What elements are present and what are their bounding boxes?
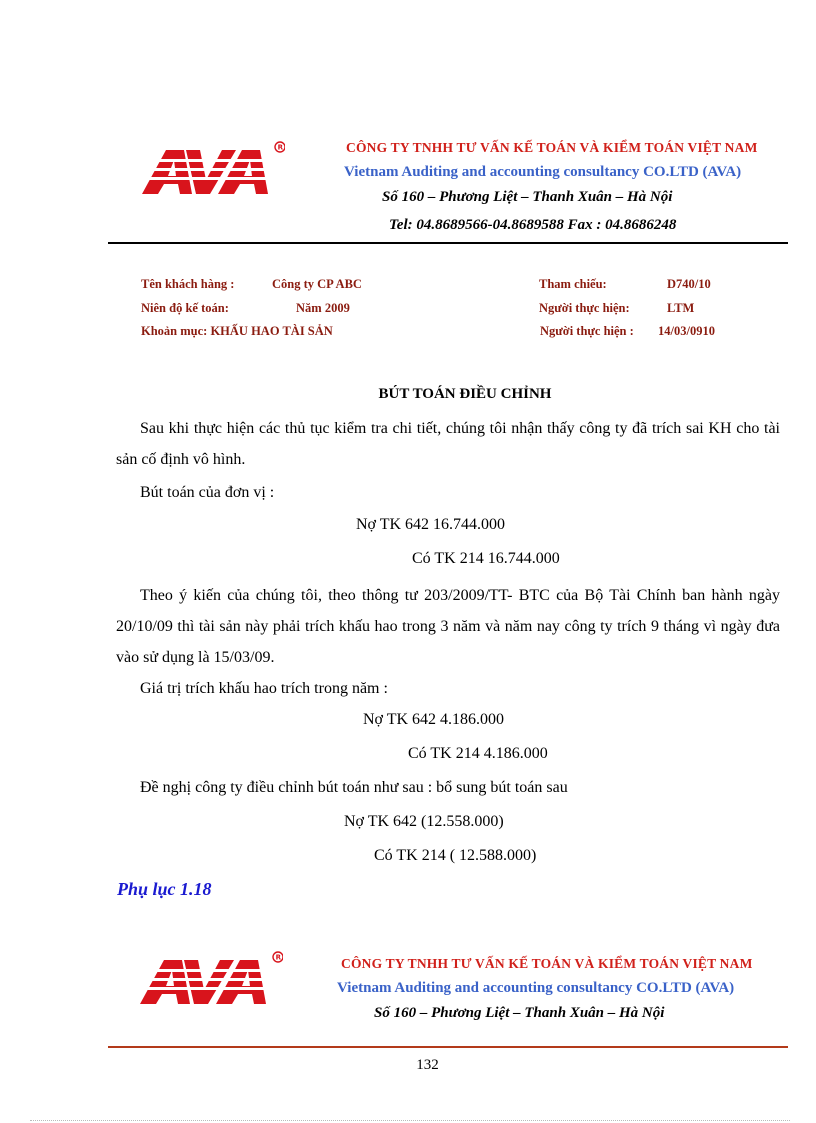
ref-label: Tham chiếu:	[539, 277, 607, 291]
entry1-credit: Có TK 214 16.744.000	[412, 550, 560, 567]
paragraph-proposal: Đề nghị công ty điều chỉnh bút toán như sau : bổ sung bút toán sau	[140, 779, 568, 796]
footer-divider	[108, 1046, 788, 1048]
header-divider	[108, 242, 788, 244]
period-label: Niên độ kế toán:	[141, 301, 229, 315]
paragraph-unit-entry: Bút toán của đơn vị :	[140, 484, 275, 501]
entry2-credit: Có TK 214 4.186.000	[408, 745, 548, 762]
ref-value: D740/10	[667, 277, 711, 291]
entry2-debit: Nợ TK 642 4.186.000	[363, 711, 505, 728]
paragraph-opinion: Theo ý kiến của chúng tôi, theo thông tư 203/2009/TT- BTC của Bộ Tài Chính ban hành ngày 20/10/09 thì tài sản này phải trích khấu hao trong 3 năm và năm nay công ty trích 9 tháng vì ngày đưa vào sử dụng là 15/03/09.	[116, 587, 780, 666]
date-label: Người thực hiện :	[540, 324, 634, 338]
appendix-label: Phụ lục 1.18	[117, 879, 212, 899]
page-number: 132	[416, 1057, 439, 1073]
ava-logo-icon	[138, 950, 283, 1008]
ava-logo-bottom	[138, 950, 281, 1008]
paragraph-annual-depreciation: Giá trị trích khấu hao trích trong năm :	[140, 680, 388, 697]
client-label: Tên khách hàng :	[141, 277, 235, 291]
paragraph-findings: Sau khi thực hiện các thủ tục kiểm tra chi tiết, chúng tôi nhận thấy công ty đã trích sai KH cho tài sản cố định vô hình.	[116, 420, 780, 468]
company-name-vn-bottom: CÔNG TY TNHH TƯ VẤN KẾ TOÁN VÀ KIỂM TOÁN VIỆT NAM	[341, 956, 753, 971]
document-title: BÚT TOÁN ĐIỀU CHỈNH	[378, 386, 552, 402]
preparer-value: LTM	[667, 301, 695, 315]
page-bottom-dotted-line	[30, 1120, 790, 1121]
company-name-en: Vietnam Auditing and accounting consultancy CO.LTD (AVA)	[344, 164, 742, 180]
svg-text:R: R	[277, 143, 283, 152]
preparer-label: Người thực hiện:	[539, 301, 630, 315]
entry3-credit: Có TK 214 ( 12.588.000)	[374, 847, 537, 864]
entry1-debit: Nợ TK 642 16.744.000	[356, 516, 506, 533]
client-value: Công ty CP ABC	[272, 277, 362, 291]
item-label: Khoản mục: KHẤU HAO TÀI SẢN	[141, 324, 333, 338]
company-tel-fax: Tel: 04.8689566-04.8689588 Fax : 04.8686248	[389, 217, 677, 233]
company-address-bottom: Số 160 – Phương Liệt – Thanh Xuân – Hà Nội	[374, 1005, 665, 1021]
ava-logo	[140, 140, 283, 198]
date-value: 14/03/0910	[658, 324, 715, 338]
company-name-en-bottom: Vietnam Auditing and accounting consultancy CO.LTD (AVA)	[337, 980, 735, 996]
company-name-vn: CÔNG TY TNHH TƯ VẤN KẾ TOÁN VÀ KIỂM TOÁN VIỆT NAM	[346, 140, 758, 155]
company-address: Số 160 – Phương Liệt – Thanh Xuân – Hà Nội	[382, 189, 673, 205]
period-value: Năm 2009	[296, 301, 350, 315]
ava-logo-icon	[140, 140, 285, 198]
entry3-debit: Nợ TK 642 (12.558.000)	[344, 813, 504, 830]
svg-text:R: R	[275, 953, 281, 962]
